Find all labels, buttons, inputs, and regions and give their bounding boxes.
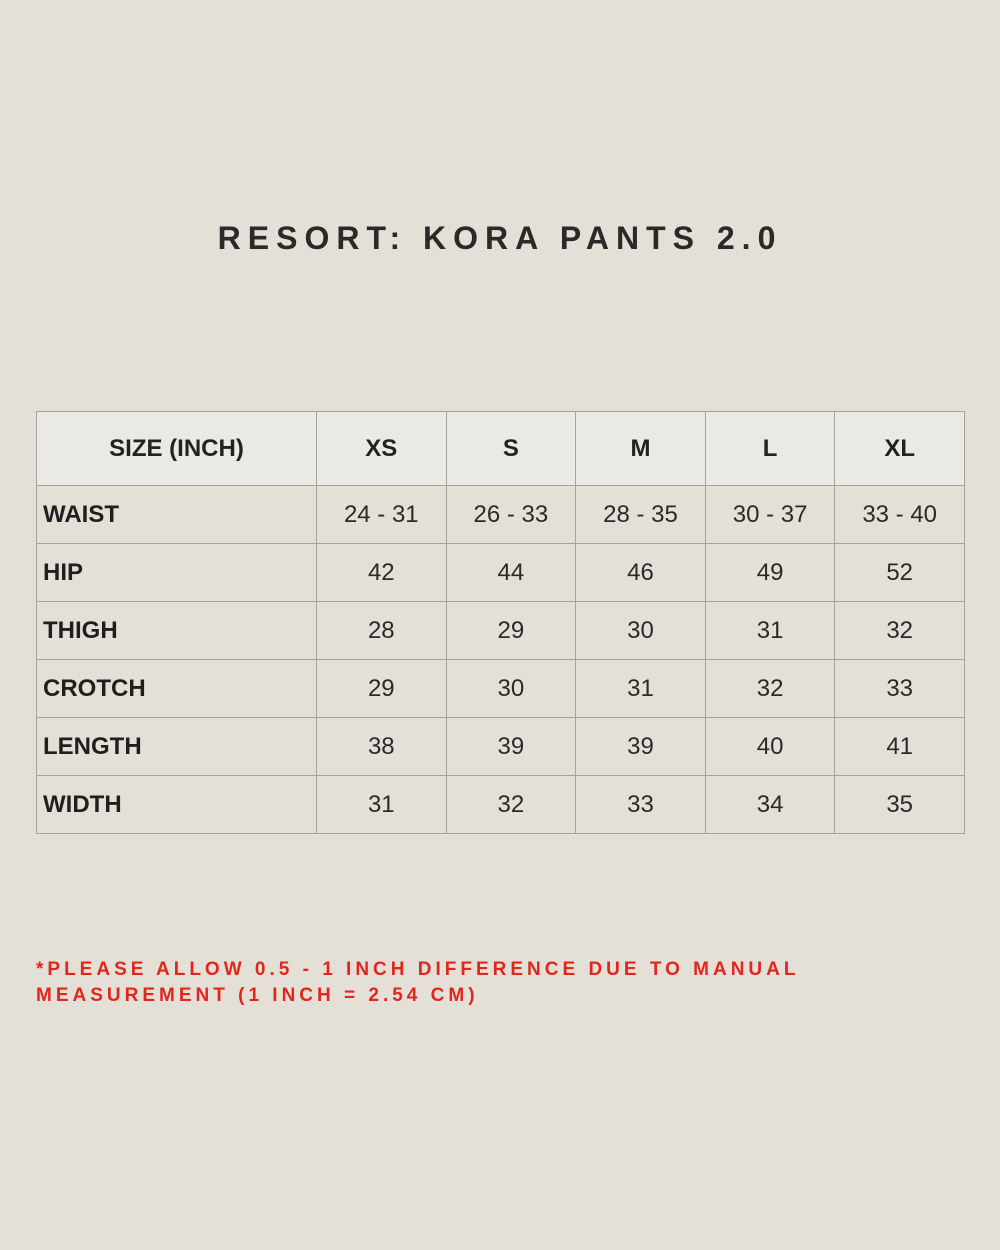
- table-cell: 28 - 35: [576, 486, 706, 544]
- table-cell: 31: [705, 602, 835, 660]
- row-label-width: WIDTH: [37, 776, 317, 834]
- table-cell: 32: [446, 776, 576, 834]
- table-cell: 39: [446, 718, 576, 776]
- table-cell: 30: [446, 660, 576, 718]
- table-row: [37, 718, 965, 776]
- column-header-l: L: [705, 412, 835, 486]
- table-row: [37, 486, 965, 544]
- table-cell: 26 - 33: [446, 486, 576, 544]
- table-cell: 31: [317, 776, 447, 834]
- row-label-length: LENGTH: [37, 718, 317, 776]
- table-cell: 33: [576, 776, 706, 834]
- table-cell: 38: [317, 718, 447, 776]
- column-header-size-inch: SIZE (INCH): [37, 412, 317, 486]
- column-header-m: M: [576, 412, 706, 486]
- table-cell: 28: [317, 602, 447, 660]
- table-cell: 34: [705, 776, 835, 834]
- table-cell: 39: [576, 718, 706, 776]
- table-cell: 46: [576, 544, 706, 602]
- measurement-note: [36, 957, 936, 1009]
- column-header-xl: XL: [835, 412, 965, 486]
- column-header-s: S: [446, 412, 576, 486]
- table-cell: 32: [705, 660, 835, 718]
- row-label-thigh: THIGH: [37, 602, 317, 660]
- table-row: [37, 602, 965, 660]
- table-cell: 32: [835, 602, 965, 660]
- table-cell: 42: [317, 544, 447, 602]
- table-cell: 30 - 37: [705, 486, 835, 544]
- measurement-note-line-1: *PLEASE ALLOW 0.5 - 1 INCH DIFFERENCE DUE TO MANUAL: [36, 959, 800, 980]
- table-cell: 31: [576, 660, 706, 718]
- table-cell: 33: [835, 660, 965, 718]
- table-row: [37, 544, 965, 602]
- measurement-note-line-2: MEASUREMENT (1 INCH = 2.54 CM): [36, 985, 479, 1006]
- row-label-hip: HIP: [37, 544, 317, 602]
- table-cell: 44: [446, 544, 576, 602]
- table-cell: 41: [835, 718, 965, 776]
- table-header-row: [37, 412, 965, 486]
- table-cell: 40: [705, 718, 835, 776]
- table-row: [37, 776, 965, 834]
- column-header-xs: XS: [317, 412, 447, 486]
- table-row: [37, 660, 965, 718]
- row-label-waist: WAIST: [37, 486, 317, 544]
- table-cell: 49: [705, 544, 835, 602]
- row-label-crotch: CROTCH: [37, 660, 317, 718]
- table-cell: 29: [317, 660, 447, 718]
- table-cell: 52: [835, 544, 965, 602]
- table-cell: 35: [835, 776, 965, 834]
- table-cell: 30: [576, 602, 706, 660]
- table-cell: 29: [446, 602, 576, 660]
- table-cell: 24 - 31: [317, 486, 447, 544]
- page-title: RESORT: KORA PANTS 2.0: [217, 220, 783, 256]
- table-cell: 33 - 40: [835, 486, 965, 544]
- size-chart-table: [36, 411, 965, 834]
